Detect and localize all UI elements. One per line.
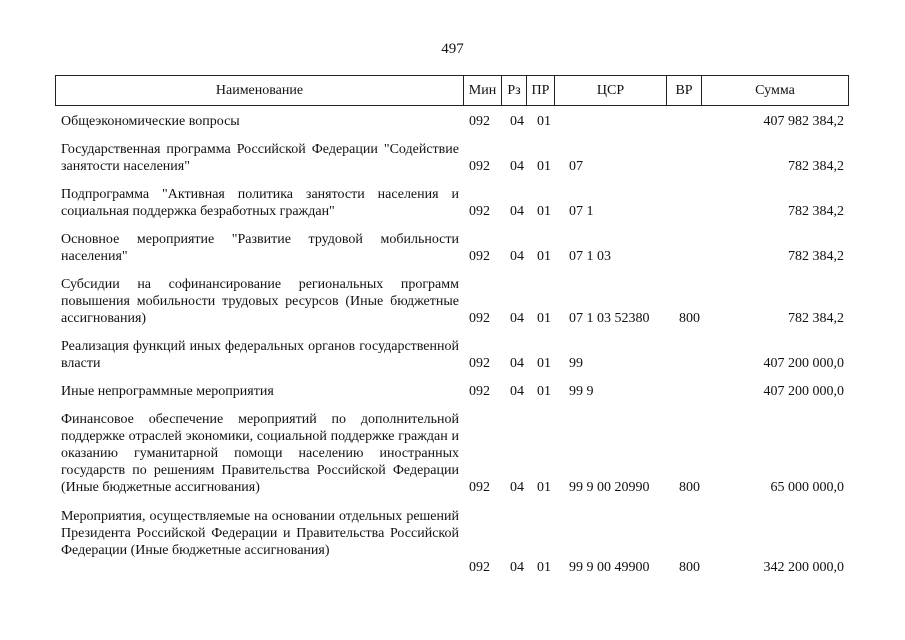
header-vr: ВР [666, 76, 701, 105]
row-csr: 99 [569, 356, 583, 371]
row-csr: 07 1 03 52380 [569, 311, 650, 326]
row-sum: 782 384,2 [788, 204, 844, 219]
row-pr: 01 [537, 204, 551, 219]
row-csr: 07 [569, 159, 583, 174]
row-name: Основное мероприятие "Развитие трудовой мобильности населения" [61, 232, 459, 264]
row-min: 092 [469, 311, 490, 326]
header-rz: Рз [501, 76, 526, 105]
row-name: Реализация функций иных федеральных органов государственной власти [61, 339, 459, 371]
page-number: 497 [441, 41, 464, 57]
row-name: Субсидии на софинансирование региональных программ повышения мобильности трудовых ресурсов (Иные бюджетные ассигнования) [61, 277, 459, 326]
row-sum: 782 384,2 [788, 311, 844, 326]
row-pr: 01 [537, 480, 551, 495]
row-csr: 07 1 [569, 204, 594, 219]
row-sum: 407 200 000,0 [763, 384, 844, 399]
row-rz: 04 [510, 249, 524, 264]
row-rz: 04 [510, 356, 524, 371]
row-min: 092 [469, 356, 490, 371]
header-sum: Сумма [701, 76, 848, 105]
row-csr: 99 9 00 49900 [569, 560, 650, 575]
row-sum: 65 000 000,0 [770, 480, 844, 495]
row-name: Иные непрограммные мероприятия [61, 384, 274, 399]
row-sum: 342 200 000,0 [763, 560, 844, 575]
header-min: Мин [463, 76, 501, 105]
row-rz: 04 [510, 159, 524, 174]
row-vr: 800 [679, 480, 700, 495]
row-pr: 01 [537, 249, 551, 264]
row-name: Подпрограмма "Активная политика занятости населения и социальная поддержка безработных граждан" [61, 187, 459, 219]
row-min: 092 [469, 560, 490, 575]
row-csr: 99 9 [569, 384, 594, 399]
table-header [55, 75, 849, 106]
row-rz: 04 [510, 204, 524, 219]
row-sum: 407 200 000,0 [763, 356, 844, 371]
row-rz: 04 [510, 560, 524, 575]
row-pr: 01 [537, 311, 551, 326]
row-sum: 782 384,2 [788, 159, 844, 174]
row-name: Мероприятия, осуществляемые на основании отдельных решений Президента Российской Федерации и Правительства Российской Федерации (Иные бюджетные ассигнования) [61, 509, 459, 558]
row-min: 092 [469, 384, 490, 399]
row-rz: 04 [510, 311, 524, 326]
header-csr: ЦСР [554, 76, 666, 105]
row-rz: 04 [510, 480, 524, 495]
header-pr: ПР [526, 76, 554, 105]
row-name: Финансовое обеспечение мероприятий по дополнительной поддержке отраслей экономики, социальной поддержке граждан и оказанию гуманитарной помощи населению иностранных государств по решениям Правительства Российской Федерации (Иные бюджетные ассигнования) [61, 412, 459, 495]
row-min: 092 [469, 159, 490, 174]
row-sum: 782 384,2 [788, 249, 844, 264]
row-csr: 07 1 03 [569, 249, 611, 264]
row-name: Общеэкономические вопросы [61, 114, 240, 129]
row-min: 092 [469, 249, 490, 264]
row-pr: 01 [537, 159, 551, 174]
header-name: Наименование [215, 82, 304, 98]
row-sum: 407 982 384,2 [763, 114, 844, 129]
row-min: 092 [469, 204, 490, 219]
row-vr: 800 [679, 560, 700, 575]
row-pr: 01 [537, 560, 551, 575]
row-csr: 99 9 00 20990 [569, 480, 650, 495]
row-rz: 04 [510, 114, 524, 129]
row-name: Государственная программа Российской Федерации "Содействие занятости населения" [61, 142, 459, 174]
row-pr: 01 [537, 384, 551, 399]
row-min: 092 [469, 114, 490, 129]
row-pr: 01 [537, 356, 551, 371]
row-min: 092 [469, 480, 490, 495]
row-pr: 01 [537, 114, 551, 129]
row-rz: 04 [510, 384, 524, 399]
row-vr: 800 [679, 311, 700, 326]
